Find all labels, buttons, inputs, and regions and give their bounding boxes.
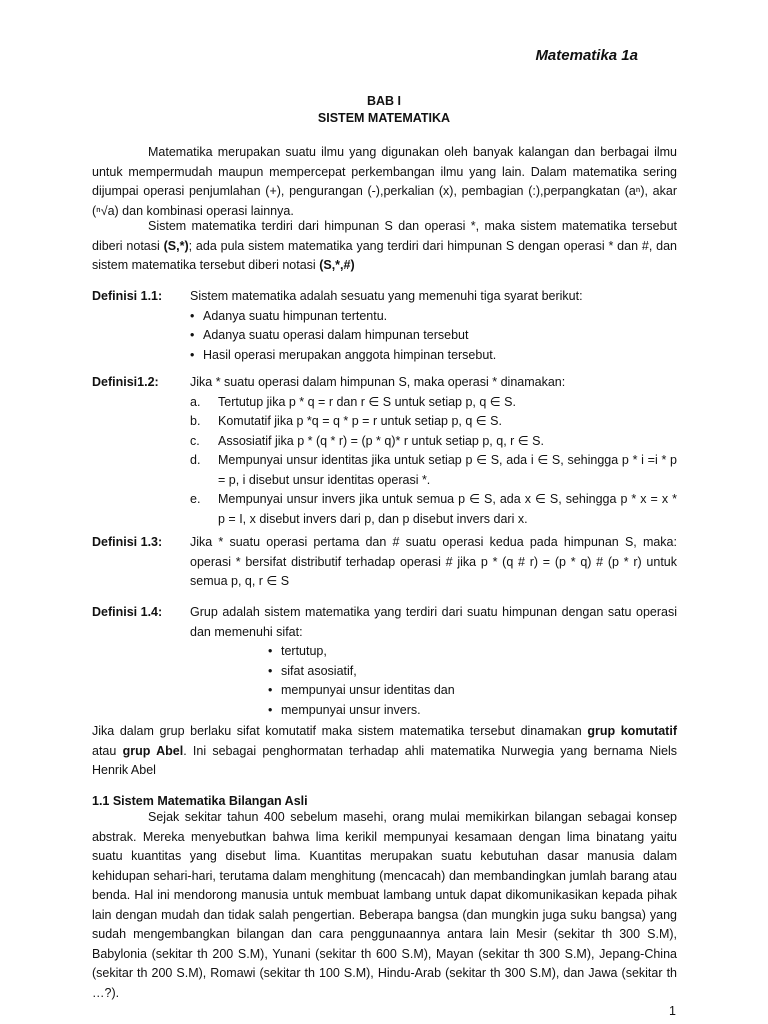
grup-text-a: Jika dalam grup berlaku sifat komutatif maka sistem matematika tersebut dinamakan: [92, 724, 588, 738]
bullet-icon: •: [268, 702, 273, 717]
bullet-icon: •: [268, 644, 273, 658]
definition-1-4-lead: Grup adalah sistem matematika yang terdiri dari suatu himpunan dengan satu operasi dan memenuhi sifat:: [190, 605, 677, 639]
definition-1-4-list: [268, 642, 677, 720]
term-grup-komutatif: grup komutatif: [587, 724, 677, 738]
section-1-1-body: Sejak sekitar tahun 400 sebelum masehi, orang mulai memikirkan bilangan sebagai konsep abstrak. Mereka menyebutkan bahwa lima kerikil mempunyai kesamaan dengan lima binatang yaitu suatu kuantitas yang disebut lima. Kuantitas merupakan suatu kebutuhan dasar manusia dalam kehidupan sehari-hari, terutama dalam menghitung (mencacah) dan membandingkan jumlah barang atau benda. Hal ini mendorong manusia untuk membuat lambang untuk dapat dikomunikasikan kepada pihak lain dengan mudah dan tidak salah pengertian. Beberapa bangsa (dan mungkin juga suku bangsa) yang sudah mengembangkan bilangan dan cara penggunaannya antara lain Mesir (sekitar th 300 S.M), Babylonia (sekitar th 200 S.M), Yunani (sekitar th 600 S.M), Mayan (sekitar th 300 S.M), Jepang-China (sekitar th 200 S.M), Romawi (sekitar th 100 S.M), Hindu-Arab (sekitar th 300 S.M), dan Jawa (sekitar th …?).: [92, 810, 677, 1000]
bullet-icon: •: [190, 347, 195, 362]
list-item: [190, 307, 677, 327]
definition-1-2-body: [190, 373, 677, 529]
intro-p2-text-c: ; ada pula sistem matematika yang terdiri dari himpunan S dengan operasi * dan #, dan sistem matematika tersebut diberi notasi: [92, 238, 677, 272]
list-item: [190, 412, 677, 432]
definition-1-4-body: [190, 603, 677, 720]
bullet-icon: •: [190, 308, 195, 323]
bullet-icon: •: [268, 663, 273, 678]
definition-1-1-lead: Sistem matematika adalah sesuatu yang memenuhi tiga syarat berikut:: [190, 289, 583, 303]
list-item: [268, 681, 677, 701]
list-item-text: tertutup,: [281, 644, 327, 658]
notation-s-star-hash: (S,*,#): [319, 258, 355, 272]
definition-1-2-lead: Jika * suatu operasi dalam himpunan S, maka operasi * dinamakan:: [190, 375, 566, 389]
definition-1-3-label: Definisi 1.3:: [92, 535, 163, 549]
grup-paragraph: [92, 722, 677, 781]
intro-p2-text-a: Sistem matematika terdiri dari himpunan S dan operasi *, maka sistem matematika tersebut diberi notasi: [92, 219, 677, 253]
intro-paragraph-1: Matematika merupakan suatu ilmu yang digunakan oleh banyak kalangan dan berbagai ilmu untuk mempermudah maupun mempercepat perkembangan ilmu yang lain. Dalam matematika sering dijumpai operasi penjumlahan (+), pengurangan (-),perkalian (x), pembagian (:),perpangkatan (aⁿ), akar (ⁿ√a) dan kombinasi operasi lainnya.: [92, 145, 677, 218]
list-item-text: Tertutup jika p * q = r dan r ∈ S untuk setiap p, q ∈ S.: [218, 394, 516, 409]
definition-1-3-body: Jika * suatu operasi pertama dan # suatu operasi kedua pada himpunan S, maka: operasi * bersifat distributif terhadap operasi # jika p * (q # r) = (p * q) # (p * r) untuk semua p, q, r ∈ S: [190, 535, 677, 588]
item-letter: a.: [190, 394, 201, 409]
page-number: 1: [669, 1004, 676, 1018]
list-item: [268, 701, 677, 721]
item-letter: c.: [190, 433, 200, 448]
item-letter: b.: [190, 414, 201, 428]
definition-1-1-label: Definisi 1.1:: [92, 289, 163, 303]
running-header: Matematika 1a: [535, 47, 638, 64]
list-item: [190, 326, 677, 346]
list-item-text: mempunyai unsur invers.: [281, 702, 421, 717]
chapter-number: BAB I: [366, 94, 402, 108]
grup-text-c: atau: [92, 743, 123, 758]
definition-1-1-body: [190, 287, 677, 365]
list-item-text: Hasil operasi merupakan anggota himpinan tersebut.: [203, 347, 497, 362]
bullet-icon: •: [190, 328, 195, 342]
list-item-text: Assosiatif jika p * (q * r) = (p * q)* r untuk setiap p, q, r ∈ S.: [218, 433, 544, 448]
list-item-text: Adanya suatu operasi dalam himpunan tersebut: [203, 328, 469, 342]
section-title: 1.1 Sistem Matematika Bilangan Asli: [92, 794, 308, 808]
notation-s-star: (S,*): [163, 238, 189, 253]
bullet-icon: •: [268, 683, 273, 697]
list-item-text: Adanya suatu himpunan tertentu.: [203, 308, 388, 323]
definition-1-2-label: Definisi1.2:: [92, 375, 159, 389]
list-item: [190, 490, 677, 529]
list-item: [190, 451, 677, 490]
list-item: [268, 662, 677, 682]
item-letter: e.: [190, 492, 201, 506]
list-item: [268, 642, 677, 662]
intro-paragraph-2: [92, 217, 677, 276]
term-grup-abel: grup Abel: [122, 743, 184, 758]
list-item-text: Mempunyai unsur invers jika untuk semua p ∈ S, ada x ∈ S, sehingga p * x = x * p = I, x disebut invers dari p, dan p disebut invers dari x.: [218, 492, 677, 526]
list-item: [190, 393, 677, 413]
list-item: [190, 346, 677, 366]
list-item-text: sifat asosiatif,: [281, 663, 357, 678]
grup-text-e: . Ini sebagai penghormatan terhadap ahli matematika Nurwegia yang bernama Niels Henrik Abel: [92, 743, 677, 777]
list-item: [190, 432, 677, 452]
list-item-text: Mempunyai unsur identitas jika untuk setiap p ∈ S, ada i ∈ S, sehingga p * i =i * p = p, i disebut unsur identitas operasi *.: [218, 453, 677, 487]
item-letter: d.: [190, 453, 201, 467]
list-item-text: mempunyai unsur identitas dan: [281, 683, 455, 697]
definition-1-4-label: Definisi 1.4:: [92, 605, 163, 619]
chapter-title: SISTEM MATEMATIKA: [317, 111, 451, 125]
list-item-text: Komutatif jika p *q = q * p = r untuk setiap p, q ∈ S.: [218, 414, 502, 428]
